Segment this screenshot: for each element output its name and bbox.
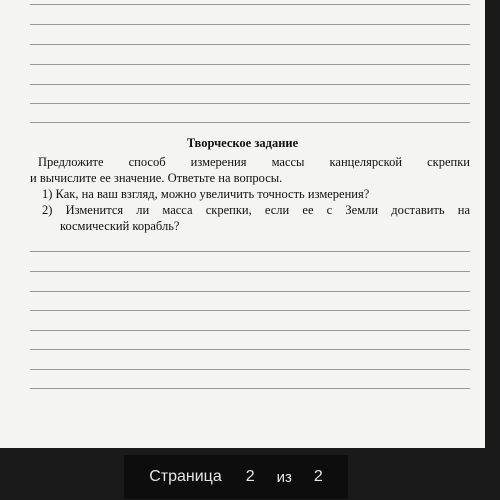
task-paragraph-line-1: Предложите способ измерения массы канцелярской скрепки — [38, 155, 470, 169]
page-of-label: из — [276, 468, 292, 486]
page-indicator[interactable] — [124, 455, 348, 499]
answer-line — [30, 251, 470, 252]
current-page-number[interactable]: 2 — [245, 468, 255, 485]
answer-line — [30, 44, 470, 45]
page-label: Страница — [149, 468, 222, 485]
answer-line — [30, 330, 470, 331]
answer-line — [30, 291, 470, 292]
question-2-line-1: 2) Изменится ли масса скрепки, если ее с Земли доставить на — [42, 203, 470, 217]
answer-line — [30, 122, 470, 123]
section-heading: Творческое задание — [186, 136, 299, 150]
answer-line — [30, 24, 470, 25]
question-1: 1) Как, на ваш взгляд, можно увеличить точность измерения? — [42, 187, 370, 201]
answer-line — [30, 84, 470, 85]
answer-line — [30, 64, 470, 65]
question-2-line-2: космический корабль? — [60, 219, 180, 233]
task-paragraph-line-2: и вычислите ее значение. Ответьте на вопросы. — [30, 171, 283, 185]
answer-line — [30, 103, 470, 104]
answer-line — [30, 310, 470, 311]
answer-line — [30, 349, 470, 350]
answer-line — [30, 271, 470, 272]
answer-line — [30, 4, 470, 5]
total-pages: 2 — [313, 468, 323, 485]
answer-line — [30, 388, 470, 389]
answer-line — [30, 369, 470, 370]
